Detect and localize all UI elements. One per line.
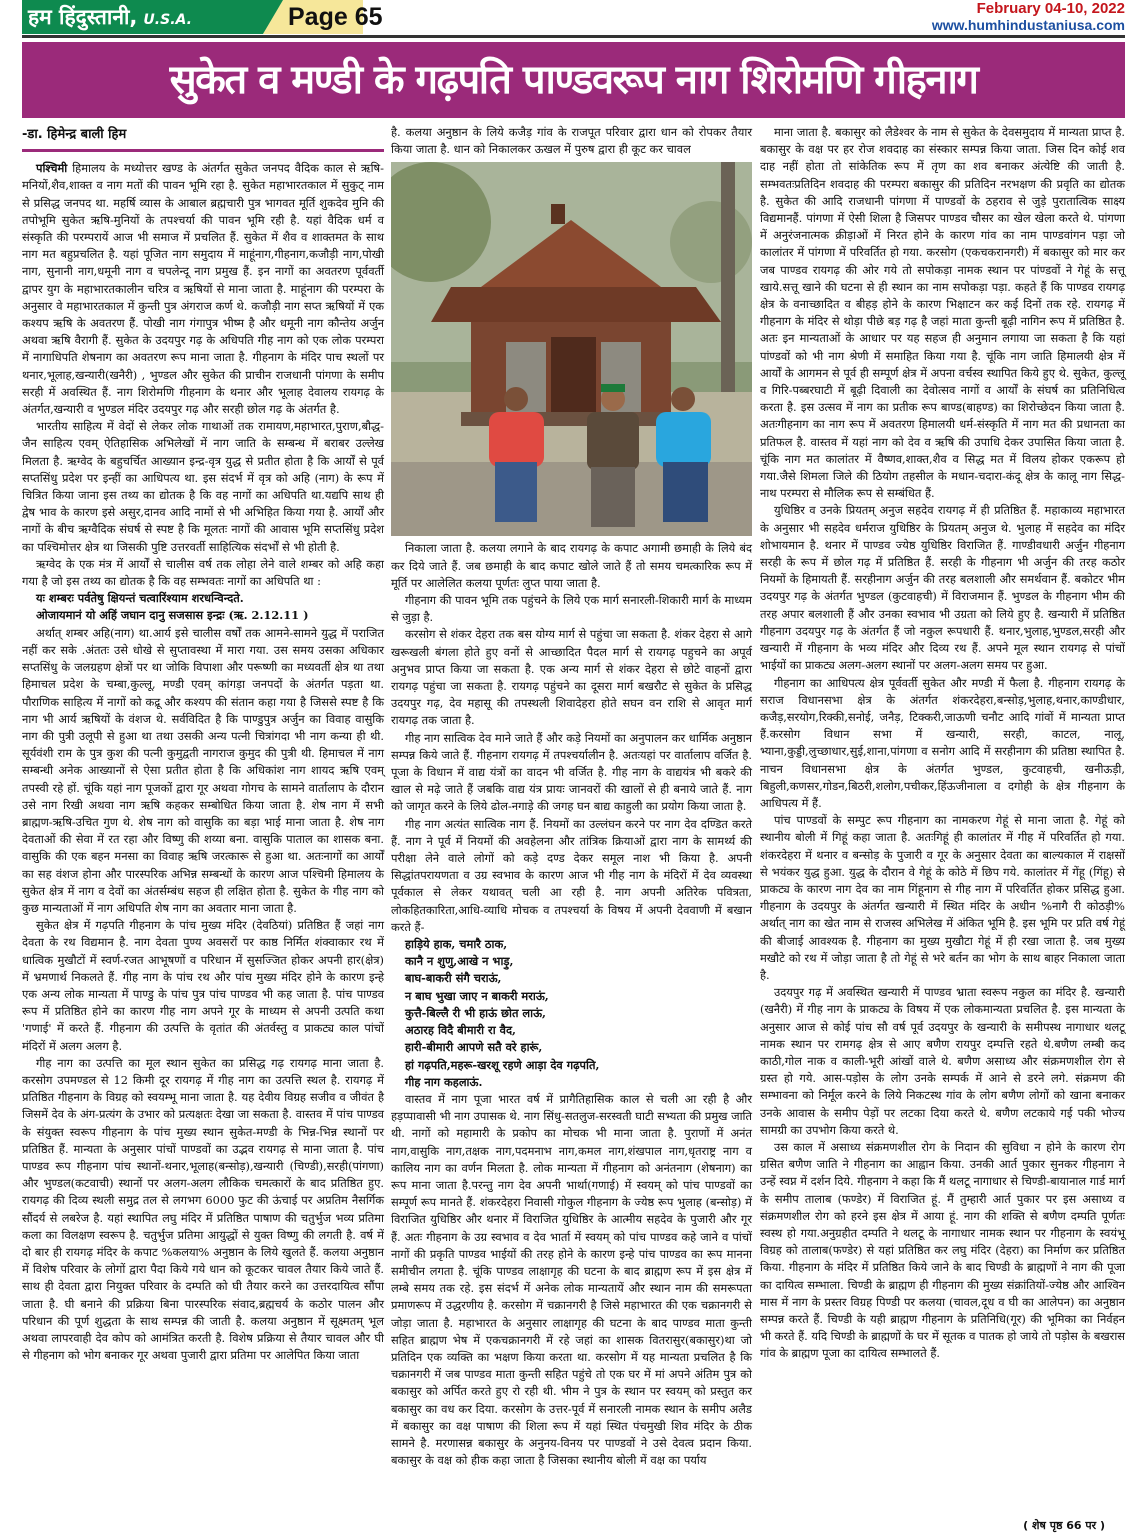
paragraph: [391, 540, 752, 592]
issue-date: February 04-10, 2022: [976, 0, 1125, 17]
verse-line: ओजायमानं यो अहिं जघान दानु सजसास इन्द्रः (ऋ. 2.12.11 ): [36, 608, 309, 623]
verse-line: यः शम्बरः पर्वतेषु क्षियन्तं चत्वारिंश्याम शरधन्विन्दते.: [36, 591, 244, 606]
paragraph: [760, 812, 1125, 984]
paragraph-text: अर्थात् शम्बर अहि(नाग) था.आर्य इसे चालीस वर्षों तक आमने-सामने युद्ध में पराजित नहीं कर सके .अंततः उसे धोखे से सुप्तावस्था में मारा गया. उस समय उसका अधिकार सप्तसिंधु के जलग्रहण क्षेत्रों पर था जोकि विपाशा और परूष्णी का मध्यवर्ती क्षेत्र था तथा हिमाचल प्रदेश के चम्बा,कुल्लू, मण्डी एवम् कांगड़ा जनपदों के अंतर्गत पड़ता था. पौराणिक साहित्य में नागों को कद्रू और कश्यप की संतान कहा गया है जिससे स्पष्ट है कि नाग भी आर्य ऋषियों के वंशज थे. सर्वविदित है कि पाण्डुपुत्र अर्जुन का विवाह वासुकि नाग की पुत्री उलूपी से हुआ था तथा उसकी अन्य पत्नी चित्रांगदा भी नाग कन्या ही थी. सूर्यवंशी राम के पुत्र कुश की पत्नी कुमुद्वती नागराज कुमुद की पुत्री थी. हिमाचल में नाग सम्बन्धी अनेक आख्यानों से ऐसा प्रतीत होता है कि अधिकांश नाग शायद ऋषि एवम् तपस्वी रहे हों. चूंकि यहां नाग पूजकों द्वारा गूर अथवा गोगच के सामने वार्तालाप के दौरान उसे नाग रिखी अथवा नाग ऋषि कहकर सम्बोधित किया जाता है. शेष नाग में सभी ब्राह्मण-ऋषि-उचित गुण थे. शेष नाग को वासुकि का बड़ा भाई माना जाता है. शेष नाग देवताओं की सेवा में रत रहा और विष्णु की शय्या बना. वासुकि पाताल का शासक बना. वासुकि की एक बहन मनसा का विवाह ऋषि जरत्कारू से हुआ था. अतःनागों का आर्यों का सह वंशज होना और पारस्परिक अभिन्न सम्बन्धों के कारण आज पश्चिमी हिमालय के सुकेत क्षेत्र में नाग व देवों का अंतर्सम्बंध सहज ही लक्षित होता है. सुकेत के गीह नाग को कुछ मान्यताओं में नाग अधिपति शेष नाग का अवतार माना जाता है.: [22, 625, 384, 915]
paragraph: [760, 675, 1125, 813]
website-link[interactable]: www.humhindustaniusa.com: [931, 17, 1125, 33]
verse-line: कानै न शुणु,आखे न भाड़ु,: [405, 954, 514, 969]
verse-line: हाड़िये हाक, चमारै ठाक,: [405, 937, 508, 952]
brand-suffix: U.S.A.: [143, 12, 192, 28]
byline: -डा. हिमेन्द्र बाली हिम: [22, 127, 127, 142]
paragraph: [391, 592, 752, 626]
verse-line: कुत्तै-बिल्लै री भी हाऊं छोत लाऊं,: [405, 1005, 547, 1020]
paragraph: [22, 917, 384, 1055]
verse-line: बाघ-बाकरी संगै चराऊं,: [405, 971, 502, 986]
column-2: [391, 124, 752, 1469]
headline: सुकेत व मण्डी के गढ़पति पाण्डवरूप नाग शिरोमणि गीहनाग: [22, 42, 1125, 118]
paragraph: है. कलया अनुष्ठान के लिये कजैड़ गांव के राजपूत परिवार द्वारा धान को रोपकर तैयार किया जाता है. धान को निकालकर ऊखल में पुरुष द्वारा ही कूट कर चावल: [391, 125, 752, 157]
paragraph: [22, 556, 384, 590]
paragraph: [760, 124, 1125, 502]
paragraph: [760, 502, 1125, 674]
verse-line: न बाघ भुखा जाए न बाकरी मराऊं,: [405, 988, 549, 1003]
verse-line: गीह नाग कहलाऊं.: [405, 1074, 483, 1089]
paragraph-text: वास्तव में नाग पूजा भारत वर्ष में प्रागैतिहासिक काल से चली आ रही है और हड़प्पावासी भी नाग उपासक थे. नाग सिंधु-सतलुज-सरस्वती घाटी सभ्यता की प्रमुख जाति थी. नागों को महामारी के प्रकोप का मोचक भी माना जाता है. पुराणों में अनंत नाग,वासुकि नाग,तक्षक नाग,पदमनाभ नाग,कमल नाग,शंखपाल नाग,धृतराष्ट्र नाग व कालिय नाग का वर्णन मिलता है. लोक मान्यता में गीहनाग को अनंतनाग (शेषनाग) का रूप माना जाता है.परन्तु नाग देव अपनी भार्था(गणाई) में स्वयम् को पांच पाण्डवों का सम्पूर्ण रूप मानते हैं. शंकरदेहरा निवासी गोकुल गीहनाग के ज्येष्ठ रूप भुलाह (बन्सोड़) में विराजित युधिष्ठिर और थनार में विराजित युधिष्ठिर के आत्मीय सहदेव के पुजारी और गूर हैं. अतः गीहनाग के उग्र स्वभाव व देव भार्ता में स्वयम् को पांच पाण्डव कहे जाने व पांचों नागों की प्रकृति पाण्डव भाईयों की तरह होने के कारण इन्हे पांच पाण्डव का रूप मानना समीचीन लगता है. चूंकि पाण्डव लाक्षागृह की घटना के बाद ब्राह्मण रूप में इस क्षेत्र में लम्बे समय तक रहे. इस संदर्भ में अनेक लोक मान्यतायें और स्थान नाम की समरूपता प्रमाणरूप में उद्धरणीय है. करसोग में चक्रानगरी है जिसे महाभारत की एक चक्रानगरी से जोड़ा जाता है. महाभारत के अनुसार लाक्षागृह की घटना के बाद पाण्डव माता कुन्ती सहित ब्राह्मण भेष में एकचक्रानगरी में रहे जहां का शासक वितरासुर(बकासुर)था जो प्रतिदिन एक व्यक्ति का भक्षण किया करता था. करसोग में यह मान्यता प्रचलित है कि चक्रानगरी में जब पाण्डव माता कुन्ती सहित पहुंचे तो एक घर में मां अपने अंतिम पुत्र को बकासुर को अर्पित करते हुए रो रही थी. भीम ने पुत्र के स्थान पर स्वयम् को प्रस्तुत कर बकासुर का वध कर दिया. करसोग के उत्तर-पूर्व में सनारली नामक स्थान के समीप अलैड में बकासुर का वक्ष पाषाण की शिला रूप में यहां स्थित पंचमुखी शिव मंदिर के ठीक सामने है. मरणासन्न बकासुर के अनुनय-विनय पर पाण्डवों ने उसे देवत्व प्रदान किया. बकासुर के वक्ष को हीक कहा जाता है जिसका स्थानीय बोली में वक्ष का पर्याय: [391, 1091, 752, 1468]
paragraph-text: करसोग से शंकर देहरा तक बस योग्य मार्ग से पहुंचा जा सकता है. शंकर देहरा से आगे खरूखली बंगला होते हुए वनों से आच्छादित पैदल मार्ग से रायगढ़ पहुचने का अपूर्व अनुभव प्राप्त किया जा सकता है. एक अन्य मार्ग से शंकर देहरा से छोटे वाहनों द्वारा रायगढ़ पहुंचा जा सकता है. रायगढ़ पहुंचने का दूसरा मार्ग बखरौट से सुकेत के प्रसिद्ध उदयपुर गढ़, देव महासू की तपस्थली शिवादेहरा होते सघन वन राशि से आवृत मार्ग रायगढ़ तक जाता है.: [391, 627, 752, 728]
paragraph-text: माना जाता है. बकासुर को लैडेश्वर के नाम से सुकेत के देवसमुदाय में मान्यता प्राप्त है. बकासुर के वक्ष पर हर रोज शवदाह का संस्कार सम्पन्न किया जाता. जिस दिन कोई शव दाह नहीं होता तो सांकेतिक रूप में तृण का शव बनाकर अंत्येष्टि की जाती है. सम्भवतःप्रतिदिन शवदाह की परम्परा बकासुर की प्रतिदिन नरभक्षण की प्रवृति का द्योतक है. सुकेत की आदि राजधानी पांगणा में पाण्डवों के ठहराव से जुड़े पुरातात्विक साक्ष्य विद्यमानहैं. पांगणा में ऐसी शिला है जिसपर पाण्डव चौसर का खेल खेला करते थे. पांगणा में अनुरंजनात्मक क्रीड़ाओं में निरत होने के कारण गांव का नाम पाण्डवांगन पड़ा जो कालांतर में पांगणा में परिवर्तित हो गया. करसोग (एकचकरानगरी) में बकासुर को मार कर जब पाण्डव रायगढ़ की ओर गये तो सपोकड़ा नामक स्थान पर पांण्डवों ने गेहूं के सत्तू खाये.सत्तू खाने की घटना से ही स्थान का नाम सपोकड़ा पड़ा. कहते हैं कि पाण्डव रायगढ़ क्षेत्र के वनाच्छादित व बीहड़ होने के कारण भिक्षाटन कर कई दिनों तक रहे. रायगढ़ में गीहनाग के मंदिर से थोड़ा पीछे बड़ गढ़ है जहां माता कुन्ती बूढ़ी नागिन रूप में प्रतिष्ठित है. अतः इन मान्यताओं के आधार पर यह सहज ही अनुमान लगाया जा सकता है कि यहां पांण्डवों को भी नाग श्रेणी में समाहित किया गया है. चूंकि नाग जाति हिमालयी क्षेत्र में आर्यों के आगमन से पूर्व ही सम्पूर्ण क्षेत्र में अपना वर्चस्व स्थापित किये हुए थे. सुकेत, कुल्लू व गिरि-पब्बरघाटी में बूढ़ी दिवाली का देवोत्सव नागों व आर्यों के संघर्ष का प्रतिनिधित्व करता है. इस उत्सव में नाग का प्रतीक रूप बाण्ड(बाहण्ड) का शिरोच्छेदन किया जाता है. अतःगीहनाग का नाग रूप में अवतरण हिमालयी धर्म-संस्कृति में नाग मत की प्रधानता का प्रतिफल है. वास्तव में यहां नाग को देव व ऋषि की उपाधि देकर उपासित किया जाता है. चूंकि नाग मत कालांतर में वैष्णव,शाक्त,शैव व सिद्ध मत में विलय होकर एकरूप हो गया.जैसे शिमला जिले की ठियोग तहसील के मधान-चदारा-कंदू क्षेत्र के कालू नाग सिद्ध-नाथ परम्परा से मौलिक रूप से सम्बंधित हैं.: [760, 125, 1125, 501]
paragraph-text: गीहनाग की पावन भूमि तक पहुंचने के लिये एक मार्ग सनारली-शिकारी मार्ग के माध्यम से जुड़ा है.: [391, 593, 752, 625]
paragraph-text: गीह नाग का उत्पत्ति का मूल स्थान सुकेत का प्रसिद्ध गढ़ रायगढ़ माना जाता है. करसोग उपमण्डल से 12 किमी दूर रायगढ़ में गीह नाग का उत्पत्ति स्थल है. रायगढ़ में प्रतिष्ठित गीहनाग के विग्रह को स्वयम्भू माना जाता है. यह देवीय विग्रह सजीव व जीवंत है जिसमें देव के अंग-प्रत्यंग के उभार को प्रत्यक्षतः देखा जा सकता है. वास्तव में पांच पाण्डव के संयुक्त स्वरूप गीहनाग के पांच मुख्य स्थान सुकेत-मण्डी के भिन्न-भिन्न स्थानों पर प्रतिष्ठित हैं. मान्यता के अनुसार पांचों पाण्डवों का उद्भव रायगढ़ से माना जाता है. पांच पाण्डव रूप गीहनाग पांच स्थानों-थनार,भूलाह(बन्सोड़),खन्यारी (चिण्डी),सरही(पांगणा) और भुण्डल(कटवाची) स्थानों पर अलग-अलग लौकिक चमत्कारों के बाद प्रतिष्ठित हुए. रायगढ़ की दिव्य स्थली समुद्र तल से लगभग 6000 फुट की ऊंचाई पर अप्रतिम नैसर्गिक सौंदर्य से लबरेज है. यहां स्थापित लघु मंदिर में प्रतिष्ठित पाषाण की चतुर्भुज भव्य प्रतिमा कला का विलक्षण स्वरूप है. चतुर्भुज प्रतिमा आयुद्धों से युक्त विष्णु की लगती है. वर्ष में दो बार ही रायगढ़ मंदिर के कपाट %कलया% अनुष्ठान के लिये खुलते हैं. कलया अनुष्ठान में विशेष परिवार के लोगों द्वारा पैदा किये गये धान को कूटकर चावल तैयार किये जाते हैं. साथ ही देवता द्वारा नियुक्त परिवार के दम्पति को घी तैयार करने का उत्तरदायित्व सौंपा जाता है. घी बनाने की प्रक्रिया बिना पारस्परिक संवाद,ब्रह्मचर्य के कठोर पालन और परिधान की पूर्ण शुद्धता के साथ सम्पन्न की जाती है. कलया अनुष्ठान में सूक्ष्मतम् भूल अथवा लापरवाही देव कोप को आमंत्रित करती है. विशेष प्रक्रिया से तैयार चावल और घी से गीहनाग को भोग बनाकर गूर अथवा पुजारी द्वारा प्रतिमा पर आलेपित किया जाता: [22, 1055, 384, 1363]
paragraph-text: गीह नाग अत्यंत सात्विक नाग हैं. नियमों का उल्लंघन करने पर नाग देव दण्डित करते हैं. नाग ने पूर्व में नियमों की अवहेलना और तांत्रिक क्रियाओं द्वारा नाग के सामर्थ्य की परीक्षा लेने वाले लोगों को कड़े दण्ड देकर समूल नाश भी किया है. अपनी सिद्धांतपरायणता व उग्र स्वभाव के कारण आज भी गीह नाग के मंदिरों में देव व्यवस्था पूर्वकाल से लेकर यथावत् चली आ रही है. नाग अपनी अतिरेक पवित्रता, लोकहितकारिता,आधि-व्याधि मोचक व तपश्चर्या के विषय में अपनी देववाणी में बखान करते हैं-: [391, 816, 752, 934]
paragraph: [760, 984, 1125, 1139]
paragraph: [391, 730, 752, 816]
column-1: [22, 124, 384, 1364]
paragraph: [391, 626, 752, 729]
paragraph-text: सुकेत क्षेत्र में गढ़पति गीहनाग के पांच मुख्य मंदिर (देवठियां) प्रतिष्ठित हैं जहां नाग देवता के रथ विद्यमान है. नाग देवता पुण्य अवसरों पर काष्ठ निर्मित शंक्वाकार रथ में धात्विक मुखौटों में स्वर्ण-रजत आभूषणों व परिधान में सुसज्जित होकर अपनी हार(क्षेत्र) में भ्रमणार्थ निकलते हैं. गीह नाग के पांच रथ और पांच मुख्य मंदिर होने के कारण इन्हे एक अन्य लोक मान्यता में पाण्डु के पांच पुत्र पांच पाण्डव भी कह जाता है. पांच पाण्डव रूप में प्रतिष्ठित होने का कारण गीह नाग अपने गूर के माध्यम से अपनी उत्पति कथा 'गणाई' में करते हैं. गीहनाग की उत्पत्ति के वृतांत की अंतर्वस्तु व प्राकट्य काल पांचों मंदिरों में अलग अलग है.: [22, 918, 384, 1053]
byline-rule: [22, 149, 384, 152]
verse-line: हां गढ़पति,महरू-खरशू रहणे आड़ा देव गढ़पति,: [405, 1057, 600, 1072]
paragraph: [22, 1055, 384, 1365]
paragraph-text: उस काल में असाध्य संक्रमणशील रोग के निदान की सुविधा न होने के कारण रोग ग्रसित बणैण जाति ने गीहनाग का आह्वान किया. उनकी आर्त पुकार सुनकर गीहनाग ने उन्हें स्वप्न में दर्शन दिये. गीहनाग ने कहा कि मैं थलटू नागाधार से चिण्डी-बायानाल गार्ड मार्ग के समीप तालाब (फण्डेर) में विराजित हूं. मैं तुम्हारी आर्त पुकार पर इस असाध्य व संक्रमणशील रोग को हरने इस क्षेत्र में आया हूं. नाग की शक्ति से बणैण दम्पति पूर्णतः स्वस्थ हो गया.अनुग्रहीत दम्पति ने थलटू के नागाधार नामक स्थान पर गीहनाग के स्वयंभू विग्रह को तालाब(फण्डेर) से यहां प्रतिष्ठित कर लघु मंदिर (देहरा) का निर्माण कर प्रतिष्ठित किया. गीहनाग के मंदिर में प्रतिष्ठित किये जाने के बाद चिण्डी के ब्राह्मणों ने नाग की पूजा का दायित्व सम्भाला. चिण्डी के ब्राह्मण ही गीहनाग की मुख्य संक्रांतियों-ज्येष्ठ और आश्विन मास में नाग के प्रस्तर विग्रह पिण्डी पर कलया (चावल,दूध व घी का आलेपन) का अनुष्ठान सम्पन्न करते हैं. चिण्डी के यही ब्राह्मण गीहनाग के प्रतिनिधि(गूर) की भूमिका का निर्वहन भी करते हैं. यदि चिण्डी के ब्राह्मणों के घर में सूतक व पातक हो जाये तो पड़ोस के बखरास गांव के ब्राह्मण पूजा का दायित्व सम्भालते हैं.: [760, 1139, 1125, 1361]
masthead: [22, 0, 1125, 36]
brand-text: हम हिंदुस्तानी,: [28, 5, 138, 29]
masthead-rule: [22, 35, 1125, 38]
paragraph-text: हिमालय के मध्योत्तर खण्ड के अंतर्गत सुकेत जनपद वैदिक काल से ऋषि-मनियों,शैव,शाक्त व नाग मतों की पावन भूमि रहा है. सुकेत महाभारतकाल में सुकुट् नाम से प्रसिद्ध जनपद था. महर्षि व्यास के आबाल ब्रह्मचारी पुत्र भागवत मूर्ति शुकदेव मुनि की तपोभूमि सुकेत ऋषि-मुनियों के तपश्चर्या की पावन भूमि रही है. यहां वैदिक धर्म व संस्कृति की परम्परायें आज भी समाज में प्रचलित हैं. सुकेत में शैव व शाक्तमत के साथ नाग मत बहुप्रचलित है. यहां पूजित नाग समुदाय में माहूंनाग,गीहनाग,कजौड़ी नाग,पोखी नाग, सुनानी नाग,धमूनी नाग व चपलेन्दू नाग प्रमुख हैं. इन नागों का अवतरण पूर्ववर्ती द्वापर युग के महाभारतकालीन चरित्र व ऋषियों से माना जाता है. माहूंनाग की परम्परा के अनुसार वे महाभारतकाल में कुन्ती पुत्र अंगराज कर्ण थे. कजौड़ी नाग सप्त ऋषियों में एक कश्यप ऋषि के अवतरण हैं. पोखी नाग गंगापुत्र भीष्म है और धमूनी नाग कौन्तेय अर्जुन अथवा ऋषि वैरागी हैं. सुकेत के उदयपुर गढ़ के अधिपति गीह नाग को एक लोक परम्परा में नागाधिपति शेषनाग का अवतरण रूप माना जाता है. गीहनाग के मंदिर पाच स्थलों पर थनार,भूलाह,खन्यारी(खनैरी) , भुण्डल और सुकेत की प्राचीन राजधानी पांगणा के समीप सरही में अवस्थित हैं. नाग शिरोमणि गीहनाग के थनार और भूलाह देवालय रायगढ़ के अंतर्गत,खन्यारी व भुण्डल मंदिर उदयपुर गढ़ और सरही छोल गढ़ के अंतर्गत है.: [22, 161, 384, 417]
continued-notice: ( शेष पृष्ठ 66 पर ): [1023, 1519, 1105, 1532]
paragraph-text: ऋग्वेद के एक मंत्र में आर्यों से चालीस वर्ष तक लोहा लेने वाले शम्बर को अहि कहा गया है जो इस तथ्य का द्योतक है कि वह सम्भवतः नागों का अधिपति था :: [22, 556, 384, 589]
paragraph: [760, 1139, 1125, 1363]
paragraph: [22, 418, 384, 556]
paragraph: [22, 160, 384, 418]
paragraph-text: पांच पाण्डवों के सम्पुट रूप गीहनाग का नामकरण गेहूं से माना जाता है. गेहूं को स्थानीय बोली में गिहूं कहा जाता है. अतःगिहूं ही कालांतर में गीह में परिवर्तित हो गया. शंकरदेहरा में थनार व बन्सोड़ के पुजारी व गूर के अनुसार देवता का बाल्यकाल में राक्षसों से भयंकर युद्ध हुआ. युद्ध के दौरान वे गेहूं के कोठे में छिप गये. कालांतर में गेंहू (गिंहू) से प्राकट्य के कारण नाग देव का नाम गिंहूनाग से गीह नाग में परिवर्तित होकर प्रसिद्ध हुआ. गीहनाग के उदयपुर के अंतर्गत खन्यारी में स्थित मंदिर के अधीन %नागै री कोठड़ी% अर्थात् नाग का खेत नाम से राजस्व अभिलेख में अंकित भूमि है. इस भूमि पर प्रति वर्ष गेहूं की बीजाई आवश्यक है. गीहनाग का मुख्य मुखौटा गेहूं में ही रखा जाता है. जब मुख्य मखौटे को रथ में जोड़ा जाता है तो गेहूं से भरे बर्तन का भोग के साथ बाहर निकाला जाता है.: [760, 813, 1125, 982]
paragraph: [22, 625, 384, 917]
page-number: Page 65: [288, 3, 383, 31]
paragraph: [391, 816, 752, 936]
column-3: [760, 124, 1125, 1363]
verse-line: हारी-बीमारी आपणे सतै वरे हारूं,: [405, 1040, 543, 1055]
paragraph-text: गीहनाग का आधिपत्य क्षेत्र पूर्ववर्ती सुकेत और मण्डी में फैला है. गीहनाग रायगढ़ के सराज विधानसभा क्षेत्र के अंतर्गत शंकरदेहरा,बन्सोड़,भुलाह,थनार,काण्डीधार, कजैड़,सरयोग,रिक्की,सनोई, जनैड़, टिक्करी,जाऊणी चनौट आदि गांवों में मान्यता प्राप्त हैं.करसोग विधान सभा में खन्यारी, सरही, काटल, नालू, भ्याना,कुड्डी,लुच्छाधार,सुई,शाना,पांगणा व सनोग आदि में सरहीनाग की प्रतिष्ठा स्थापित है. नाचन विधानसभा क्षेत्र के अंतर्गत भुण्डल, कुटवाहची, खनीऊड़ी, बिहुली,कणसर,गोडन,बिठरी,शलोग,पचीकर,हिंऊजीनाला व दगोही के क्षेत्र गीहनाग के आधिपत्य में हैं.: [760, 675, 1125, 810]
paragraph-text: उदयपुर गढ़ में अवस्थित खन्यारी में पाण्डव भ्राता स्वरूप नकुल का मंदिर है. खन्यारी (खनैरी) में गीह नाग के प्राकट्य के विषय में एक लोकमान्यता प्रचलित है. इस मान्यता के अनुसार आज से कोई पांच सौ वर्ष पूर्व उदयपुर के खन्यारी के समीपस्थ नागाधार थलटू नामक स्थान पर रामगढ़ क्षेत्र से आए बणैण रायपुर दम्पत्ति रहते थे.बणैण लम्बी कद काठी,गोल नाक व काली-भूरी आंखों वाले थे. बणैण असाध्य और संक्रमणशील रोग से ग्रस्त हो गये. आस-पड़ोस के लोग उनके सम्पर्क में आने से डरने लगे. संक्रमण की सम्भावना को निर्मूल करने के लिये निकटस्थ गांव के लोग बणैण लोगों को खाना बनाकर उनके आवास के समीप पेड़ों पर लटका दिया करते थे. बणैण लटकाये गई पकी भोज्य सामग्री का उपभोग किया करते थे.: [760, 985, 1125, 1137]
temple-photo: [391, 162, 752, 536]
lead-word: पश्चिमी: [36, 161, 68, 176]
paragraph-text: युधिष्ठिर व उनके प्रियतम् अनुज सहदेव रायगढ़ में ही प्रतिष्ठित हैं. महाकाव्य महाभारत के अनुसार भी सहदेव धर्मराज युधिष्ठिर के प्रियतम् अनुज थे. भुलाह में सहदेव का मंदिर शोभायमान है. थनार में पाण्डव ज्येष्ठ युधिष्ठिर विराजित हैं. गाण्डीवधारी अर्जुन गीहनाग सरही के रूप में छोल गढ़ में प्रतिष्ठित हैं. सरही के गीहनाग भी अर्जुन की तरह कठोर नियमों के हिमायती हैं. सरहीनाग अर्जुन की तरह बलशाली और समर्थवान हैं. बकोटर भीम उदयपुर गढ़ के अंतर्गत भुण्डल (कुटवाहची) में विराजमान हैं. भुण्डल के गीहनाग भीम की तरह अपार बलशाली हैं और उनका स्वभाव भी उग्रता को लिये हुए है. खन्यारी में प्रतिष्ठित गीहनाग उदयपुर गढ़ के अंतर्गत हैं जो नकुल रूपधारी हैं. थनार,भुलाह,भुण्डल,सरही और खन्यारी में गीहनाग के भव्य मंदिर और दिव्य रथ हैं. अपने मूल स्थान रायगढ़ से पांचों भाईयों का प्राकट्य अलग-अलग स्थानों पर अलग-अलग समय पर हुआ.: [760, 503, 1125, 673]
verse-line: अठारह विदै बीमारी रा वैद,: [405, 1023, 516, 1038]
paragraph-text: गीह नाग सात्विक देव माने जाते हैं और कड़े नियमों का अनुपालन कर धार्मिक अनुष्ठान सम्पन्न किये जाते हैं. गीहनाग रायगढ़ में तपश्चर्यालीन है. अतःयहां पर वार्तालाप वर्जित है. पूजा के विधान में वाद्य यंत्रों का वादन भी वर्जित है. गीह नाग के वाद्ययंत्र भी बकरे की खाल से मढ़े जाते हैं जबकि वाद्य यंत्र प्रायः जानवरों की खालों से ही बनाये जाते हैं. नाग को जागृत करने के लिये ढोल-नगाड़े की जगह घन बाद्य काहुली का प्रयोग किया जाता है.: [391, 730, 752, 814]
paragraph-text: भारतीय साहित्य में वेदों से लेकर लोक गाथाओं तक रामायण,महाभारत,पुराण,बौद्ध-जैन साहित्य एवम् ऐतिहासिक अभिलेखों में नाग जाति के सम्बन्ध में बराबर उल्लेख मिलता है. ऋग्वेद के बहुचर्चित आख्यान इन्द्र-वृत्र युद्ध से प्रतीत होता है कि आर्यों से पूर्व सप्तसिंधु प्रदेश पर इन्हीं का आधिपत्य था. इस संदर्भ में वृत्र को अहि (नाग) के रूप में चित्रित किया जाना इस तथ्य का द्योतक है कि वह नागों का अधिपति था.यद्यपि साथ ही द्वेष भाव के कारण इसे असुर,दानव आदि नामों से भी अभिहित किया गया है. आर्यों और नागों के बीच ऋग्वैदिक संघर्ष से स्पष्ट है कि मूलतः नागों की आवास भूमि सप्तसिंधु प्रदेश का पश्चिमोत्तर क्षेत्र था जिसकी पुष्टि उत्तरवर्ती साहित्यिक संदर्भों से भी होती है.: [22, 419, 384, 554]
paragraph-text: निकाला जाता है. कलया लगाने के बाद रायगढ़ के कपाट अगामी छमाही के लिये बंद कर दिये जाते हैं. जब छमाही के बाद कपाट खोले जाते हैं तो समय चमत्कारिक रूप में मूर्ति पर आलेलित कलया पूर्णतः लुप्त पाया जाता है.: [391, 541, 752, 590]
newspaper-name: [28, 3, 263, 31]
paragraph: [391, 1091, 752, 1469]
